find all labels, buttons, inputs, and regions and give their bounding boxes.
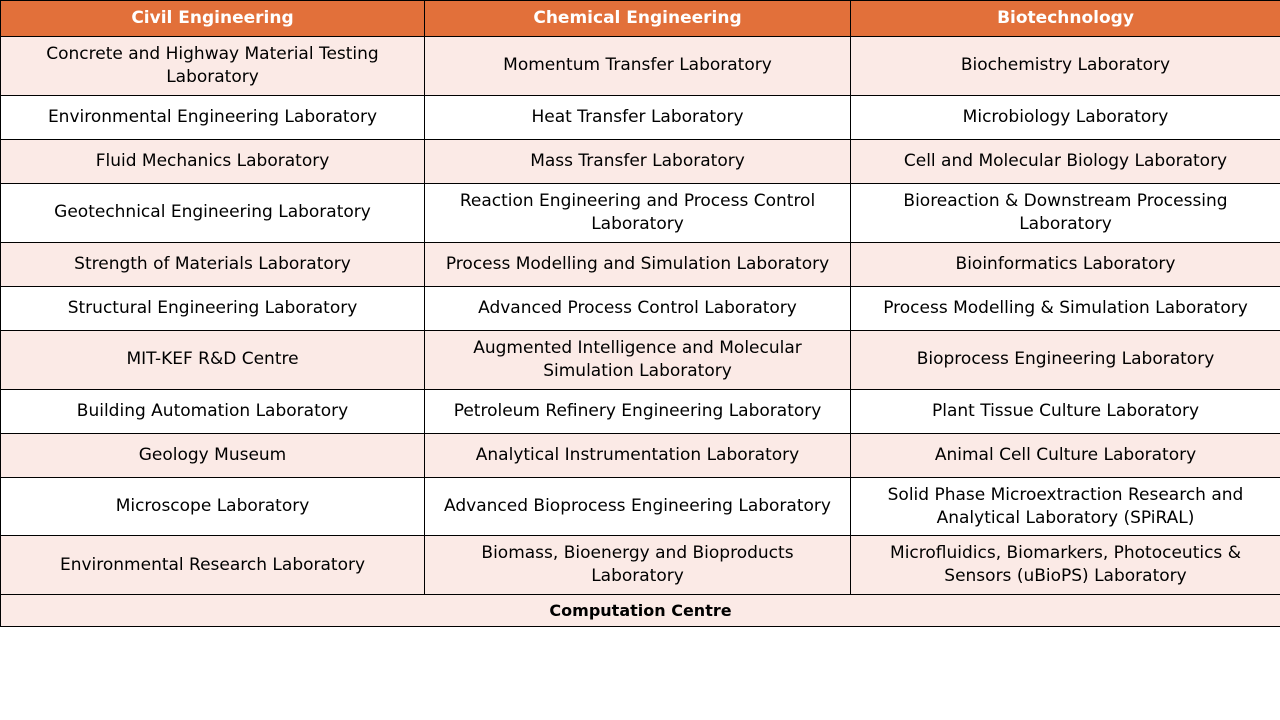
cell-chemical: Process Modelling and Simulation Laboratory: [425, 242, 851, 286]
cell-chemical: Petroleum Refinery Engineering Laboratory: [425, 389, 851, 433]
footer-computation-centre: Computation Centre: [1, 595, 1280, 627]
cell-civil: Fluid Mechanics Laboratory: [1, 139, 425, 183]
column-header-biotechnology: Biotechnology: [851, 1, 1280, 37]
cell-biotech: Bioprocess Engineering Laboratory: [851, 330, 1280, 389]
cell-civil: Geology Museum: [1, 433, 425, 477]
cell-chemical: Momentum Transfer Laboratory: [425, 36, 851, 95]
cell-civil: Geotechnical Engineering Laboratory: [1, 183, 425, 242]
table-body: [1, 36, 1280, 594]
cell-biotech: Cell and Molecular Biology Laboratory: [851, 139, 1280, 183]
footer-row: [1, 595, 1280, 627]
cell-biotech: Process Modelling & Simulation Laboratory: [851, 286, 1280, 330]
cell-chemical: Augmented Intelligence and Molecular Simulation Laboratory: [425, 330, 851, 389]
cell-civil: Environmental Engineering Laboratory: [1, 95, 425, 139]
table-row: [1, 242, 1280, 286]
cell-civil: Concrete and Highway Material Testing Laboratory: [1, 36, 425, 95]
table-row: [1, 183, 1280, 242]
column-header-civil-engineering: Civil Engineering: [1, 1, 425, 37]
cell-biotech: Microbiology Laboratory: [851, 95, 1280, 139]
cell-chemical: Advanced Bioprocess Engineering Laboratory: [425, 477, 851, 536]
table-row: [1, 286, 1280, 330]
table-row: [1, 389, 1280, 433]
cell-chemical: Biomass, Bioenergy and Bioproducts Laboratory: [425, 536, 851, 595]
cell-civil: Building Automation Laboratory: [1, 389, 425, 433]
table-row: [1, 536, 1280, 595]
table-row: [1, 433, 1280, 477]
cell-civil: MIT-KEF R&D Centre: [1, 330, 425, 389]
cell-chemical: Advanced Process Control Laboratory: [425, 286, 851, 330]
cell-chemical: Reaction Engineering and Process Control Laboratory: [425, 183, 851, 242]
cell-biotech: Bioreaction & Downstream Processing Laboratory: [851, 183, 1280, 242]
cell-biotech: Microfluidics, Biomarkers, Photoceutics & Sensors (uBioPS) Laboratory: [851, 536, 1280, 595]
table-row: [1, 330, 1280, 389]
header-row: [1, 1, 1280, 37]
table-row: [1, 95, 1280, 139]
cell-civil: Environmental Research Laboratory: [1, 536, 425, 595]
cell-civil: Microscope Laboratory: [1, 477, 425, 536]
cell-biotech: Bioinformatics Laboratory: [851, 242, 1280, 286]
table-row: [1, 477, 1280, 536]
table-row: [1, 139, 1280, 183]
cell-chemical: Heat Transfer Laboratory: [425, 95, 851, 139]
table-row: [1, 36, 1280, 95]
cell-civil: Strength of Materials Laboratory: [1, 242, 425, 286]
table-footer: [1, 595, 1280, 627]
cell-biotech: Biochemistry Laboratory: [851, 36, 1280, 95]
cell-civil: Structural Engineering Laboratory: [1, 286, 425, 330]
table-header: [1, 1, 1280, 37]
cell-biotech: Solid Phase Microextraction Research and Analytical Laboratory (SPiRAL): [851, 477, 1280, 536]
column-header-chemical-engineering: Chemical Engineering: [425, 1, 851, 37]
cell-chemical: Analytical Instrumentation Laboratory: [425, 433, 851, 477]
cell-biotech: Plant Tissue Culture Laboratory: [851, 389, 1280, 433]
cell-chemical: Mass Transfer Laboratory: [425, 139, 851, 183]
cell-biotech: Animal Cell Culture Laboratory: [851, 433, 1280, 477]
